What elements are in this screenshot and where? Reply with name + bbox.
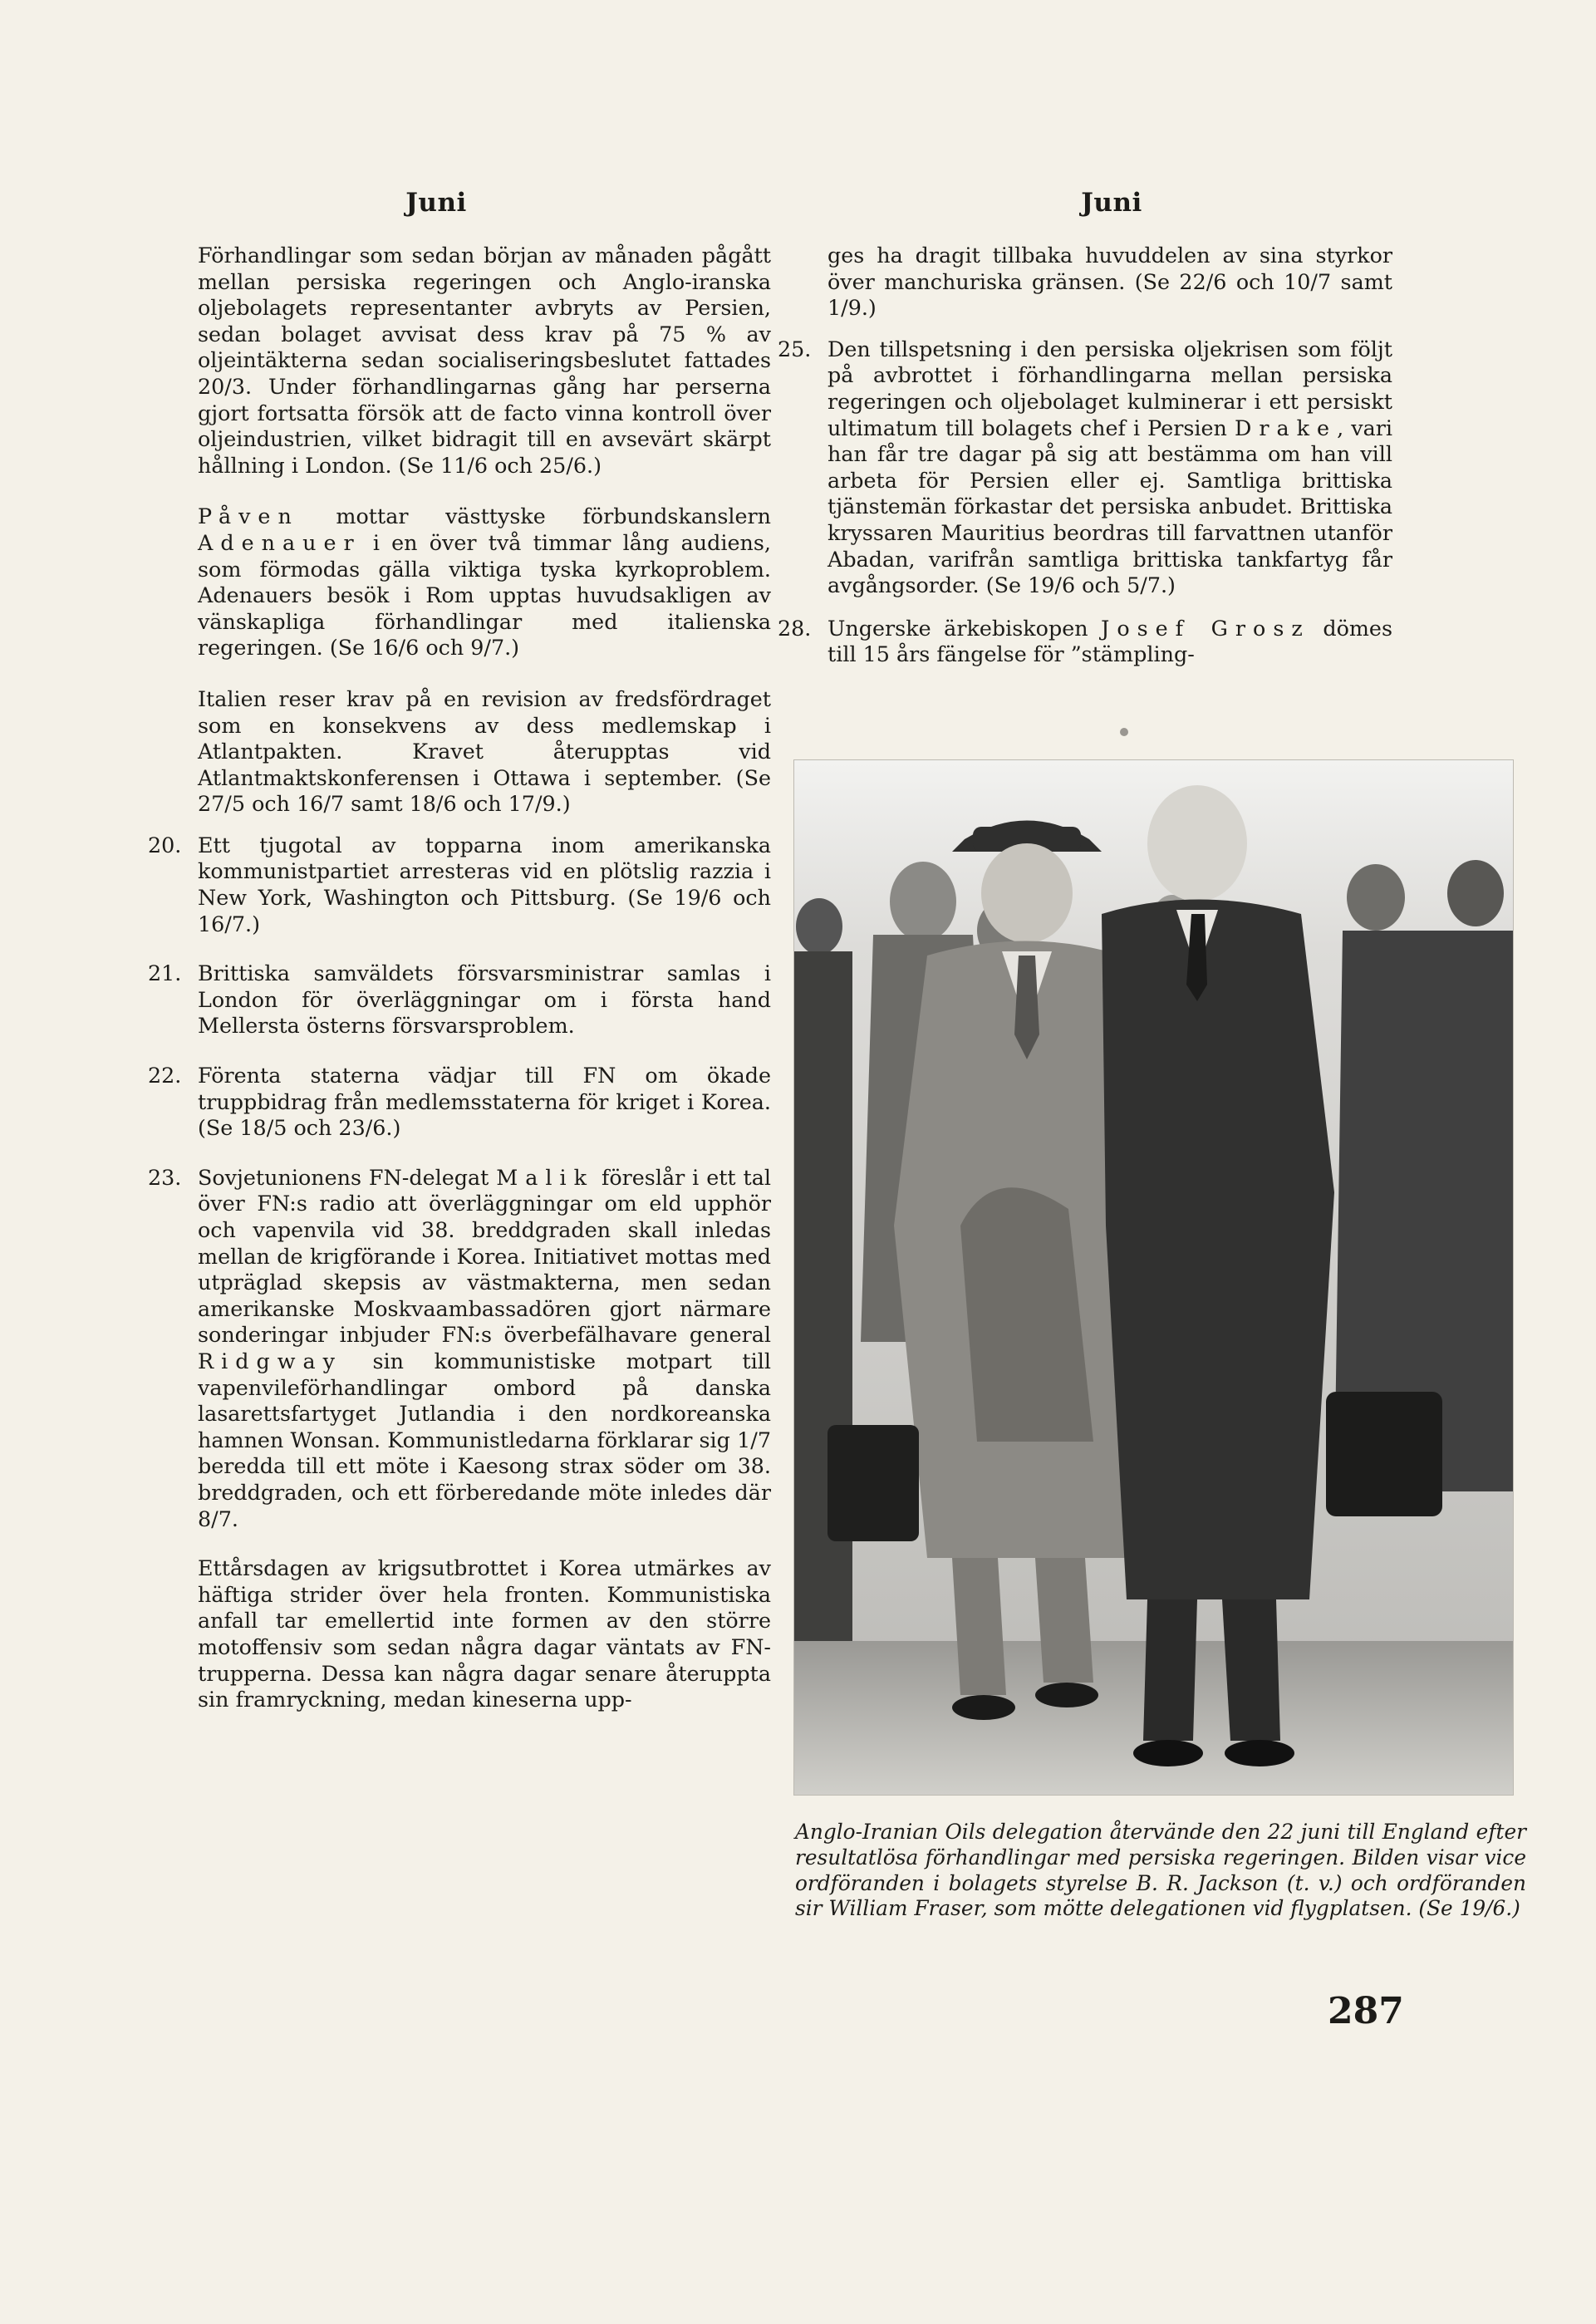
name-adenauer: Adenauer <box>198 529 361 555</box>
text-span: sin kommunistiske motpart till vapenvileförhandlingar ombord på danska lasarettsfartyget Jutlandia i den nordkoreanska hamnen Wonsan. Kommunistledarna förklarar sig 1/7 beredda till ett möte i Kaesong strax söder om 38. breddgraden, och ett förberedande möte inledes där 8/7. <box>198 1348 771 1531</box>
text-span: mottar västtyske förbundskanslern <box>298 504 771 529</box>
paragraph-continued: ges ha dragit tillbaka huvuddelen av sina styrkor över manchuriska gränsen. (Se 22/6 och 10/7 samt 1/9.) <box>827 243 1392 321</box>
photo-caption: Anglo-Iranian Oils delegation återvände den 22 juni till England efter resultatlösa förhandlingar med persiska regeringen. Bilden visar vice ordföranden i bolagets styrelse B. R. Jackson (t. v.) och ordföranden sir William Fraser, som mötte delegationen vid flygplatsen. (Se 19/6.) <box>795 1820 1526 1921</box>
name-paven: Påven <box>198 504 299 529</box>
photograph-illustration <box>794 760 1513 1795</box>
left-column <box>148 243 771 1713</box>
text-span: Sovjetunionens FN-delegat <box>198 1164 497 1190</box>
entry-28 <box>778 616 1392 668</box>
entry-day: 28. <box>778 615 812 641</box>
paragraph-korea-anniversary: Ettårsdagen av krigsutbrottet i Korea utmärkes av häftiga strider över hela fronten. Kommunistiska anfall tar emellertid inte formen av den större motoffensiv som sedan några dagar väntats av FN-trupperna. Dessa kan några dagar senare återuppta sin framryckning, medan kineserna upp- <box>198 1555 771 1712</box>
entry-23 <box>148 1165 771 1532</box>
entry-text <box>827 337 1392 599</box>
right-column <box>778 243 1392 668</box>
entry-21 <box>148 961 771 1039</box>
name-drake: Drake <box>1235 415 1338 440</box>
entry-day: 22. <box>148 1063 182 1088</box>
entry-20 <box>148 833 771 937</box>
entry-25 <box>778 337 1392 599</box>
photograph-delegation <box>793 759 1514 1796</box>
text-span: Den tillspetsning i den persiska oljekrisen som följt på avbrottet i förhandlingarna mellan persiska regeringen och oljebolaget kulminerar i ett persiskt ultimatum till bolagets chef i Persien <box>827 336 1392 440</box>
name-malik: Malik <box>496 1164 595 1190</box>
entry-day: 25. <box>778 336 812 361</box>
running-head-right: Juni <box>1081 188 1142 218</box>
page-number: 287 <box>1328 1990 1404 2032</box>
text-span: dömes till 15 års fängelse för ”stämpling- <box>827 615 1392 667</box>
entry-22 <box>148 1063 771 1142</box>
entry-day: 21. <box>148 961 182 986</box>
entry-text: Brittiska samväldets försvarsministrar samlas i London för överläggningar om i första hand Mellersta österns försvarsproblem. <box>198 961 771 1039</box>
text-span: föreslår i ett tal över FN:s radio att överläggningar om eld upphör och vapenvila vid 38. breddgraden skall inledas mellan de krigförande i Korea. Initiativet mottas med utpräglad skepsis av västmakterna, men sedan amerikanske Moskvaambassadören gjort närmare sonderingar inbjuder FN:s överbefälhavare general <box>198 1164 772 1348</box>
name-ridgway: Ridgway <box>198 1348 342 1373</box>
entry-day: 20. <box>148 832 182 857</box>
entry-day: 23. <box>148 1164 182 1190</box>
ink-spot <box>1120 728 1128 736</box>
paragraph-italy: Italien reser krav på en revision av fredsfördraget som en konsekvens av dess medlemskap i Atlantpakten. Kravet återupptas vid Atlantmaktskonferensen i Ottawa i september. (Se 27/5 och 16/7 samt 18/6 och 17/9.) <box>198 685 771 817</box>
entry-text: Förenta staterna vädjar till FN om ökade truppbidrag från medlemsstaterna för kriget i Korea. (Se 18/5 och 23/6.) <box>198 1063 771 1141</box>
text-span: i en över två timmar lång audiens, som förmodas gälla viktiga tyska kyrkoproblem. Adenauers besök i Rom upptas huvudsakligen av vänskapliga förhandlingar med italienska regeringen. (Se 16/6 och 9/7.) <box>198 529 771 661</box>
name-josef-grosz: Josef Grosz <box>1101 615 1310 641</box>
running-head-left: Juni <box>405 188 467 218</box>
text-span: , vari han får tre dagar på sig att bestämma om han vill arbeta för Persien eller ej. Samtliga brittiska tjänstemän förkastar det persiska anbudet. Brittiska kryssaren Mauritius beordras till farvattnen utanför Abadan, varifrån samtliga brittiska tankfartyg får avgångsorder. (Se 19/6 och 5/7.) <box>827 415 1392 598</box>
entry-text: Ett tjugotal av topparna inom amerikanska kommunistpartiet arresteras vid en plötslig razzia i New York, Washington och Pittsburg. (Se 19/6 och 16/7.) <box>198 832 771 936</box>
entry-text <box>198 1165 771 1532</box>
paragraph-oil-negotiations: Förhandlingar som sedan början av månaden pågått mellan persiska regeringen och Anglo-iranska oljebolagets representanter avbryts av Persien, sedan bolaget avvisat dess krav på 75 % av oljeintäkterna sedan socialiseringsbeslutet fattades 20/3. Under förhandlingarnas gång har perserna gjort fortsatta försök att de facto vinna kontroll över oljeindustrien, vilket bidragit till en avsevärt skärpt hållning i London. (Se 11/6 och 25/6.) <box>198 243 771 478</box>
entry-text <box>827 616 1392 668</box>
text-span: Ungerske ärkebiskopen <box>827 615 1102 641</box>
paragraph-pope-adenauer <box>148 504 771 661</box>
